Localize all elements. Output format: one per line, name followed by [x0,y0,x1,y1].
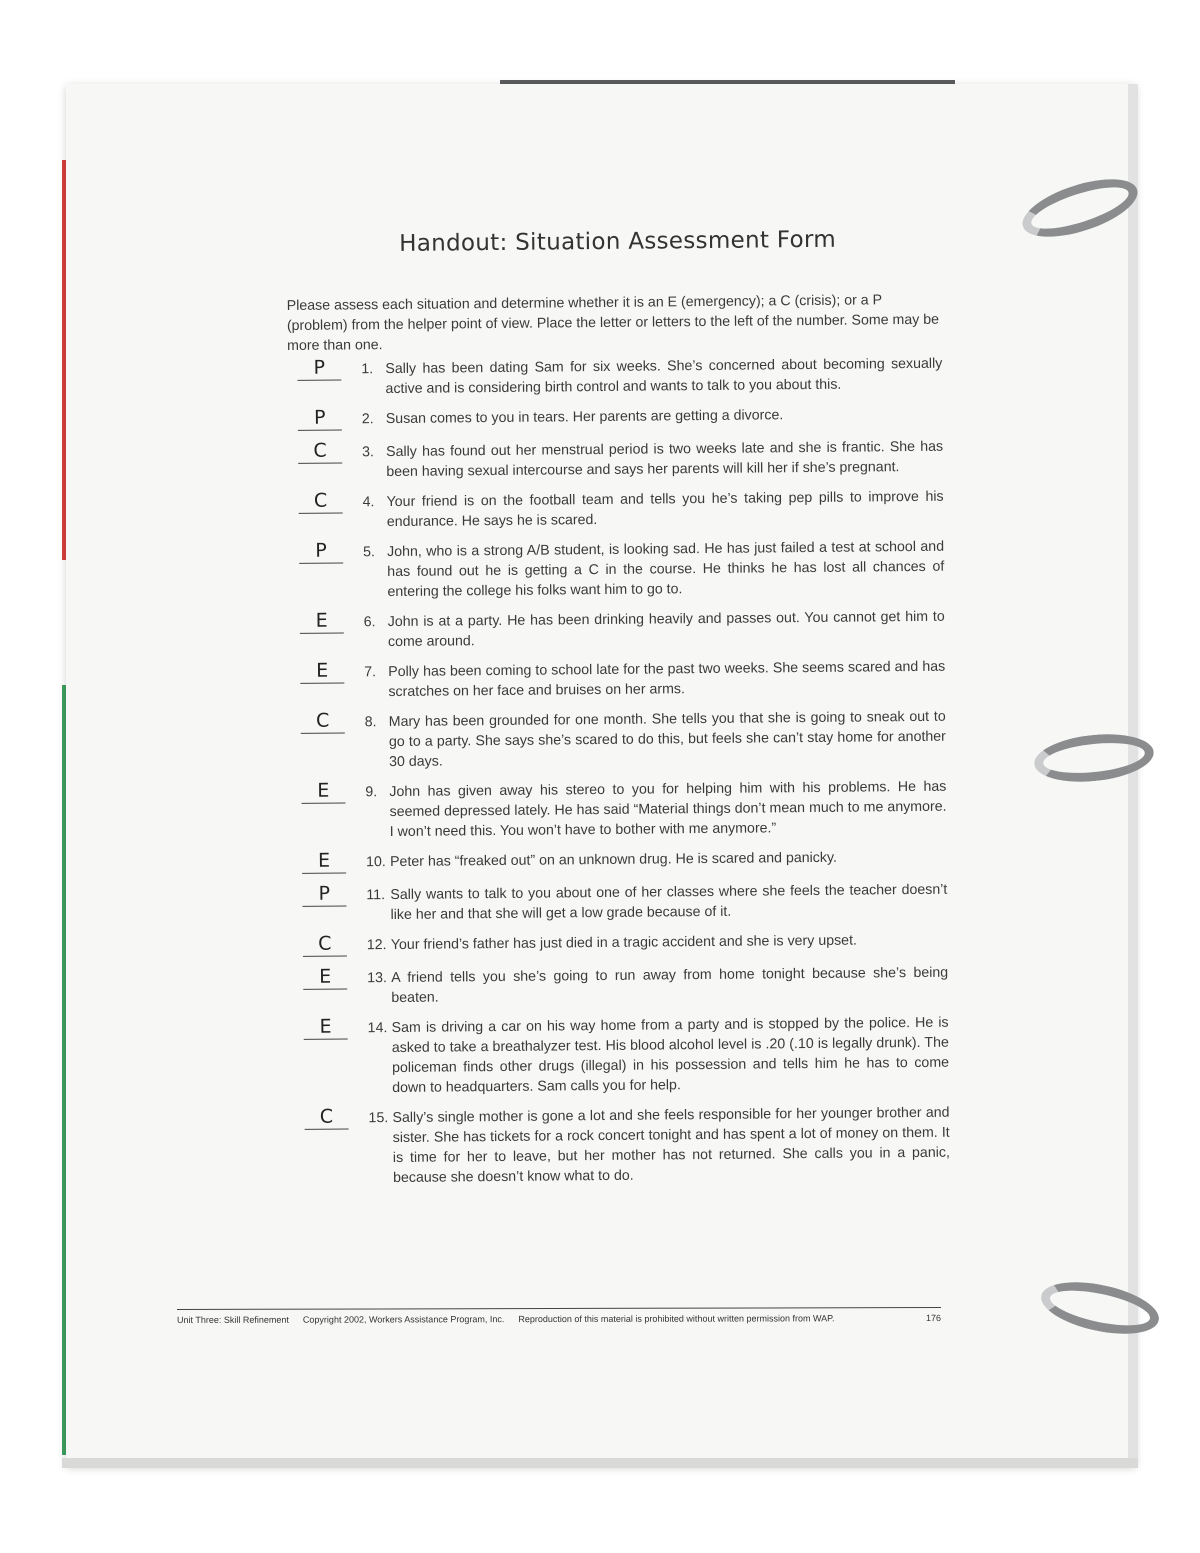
assessment-list [287,354,950,1189]
footer-unit: Unit Three: Skill Refinement [177,1314,289,1325]
item-number: 10. [365,854,386,871]
list-item [289,487,944,533]
situation-text: Mary has been grounded for one month. She tells you that she is going to sneak out to go to a party. She says she’s scared to do this, but feels she can’t stay home for another 30 days. [388,708,946,771]
answer-field[interactable]: C [303,933,347,956]
instructions: Please assess each situation and determine whether it is an E (emergency); a C (crisis); or a P (problem) from the helper point of view. Place the letter or letters to the left of the number. Some may be more than one. [286,292,940,354]
page-footer [177,1307,941,1325]
list-item [292,880,947,926]
item-number: 8. [364,714,377,731]
item-number: 2. [361,411,374,428]
item-number: 13. [367,970,387,987]
page-bottom-edge [62,1458,1138,1468]
list-item [288,437,943,483]
situation-text: John, who is a strong A/B student, is looking sad. He has just failed a test at school and has found out he is getting a C in the course. He thinks he has lost all chances of entering the college his folks want him to go to. [387,538,945,601]
answer-field[interactable]: C [301,710,345,733]
item-number: 12. [366,937,387,954]
situation-text: Your friend is on the football team and tells you he’s taking pep pills to improve his endurance. He says he is scared. [386,488,944,531]
situation-text: John has given away his stereo to you for helping him with his problems. He has seemed depressed lately. He has said “Material things don’t mean much to me anymore. I won’t need this. You won’t have to bother with me anymore.” [389,778,947,841]
item-number: 4. [362,494,375,511]
situation-text: Your friend’s father has just died in a tragic accident and she is very upset. [390,932,858,954]
item-number: 7. [364,664,377,681]
footer-copyright: Copyright 2002, Workers Assistance Program, Inc. [302,1314,505,1325]
situation-text: Sam is driving a car on his way home from a party and is stopped by the police. He is asked to take a breathalyzer test. His blood alcohol level is .20 (.10 is legally drunk). The policeman finds other drugs (illegal) in his possession and tells him he has to come down to headquarters. Sam calls you for help. [391,1014,950,1097]
binder-spine [1128,84,1138,1466]
answer-field[interactable]: P [297,357,341,380]
list-item [293,963,948,1009]
answer-field[interactable]: E [300,610,344,633]
situation-text: Sally has been dating Sam for six weeks. She’s concerned about becoming sexually active and is considering birth control and wants to talk to you about this. [385,355,943,398]
list-item [291,777,947,843]
list-item [292,847,947,876]
situation-text: Peter has “freaked out” on an unknown drug. He is scared and panicky. [389,849,838,871]
item-number: 5. [363,544,375,561]
answer-field[interactable]: E [301,780,345,803]
situation-text: John is at a party. He has been drinking heavily and passes out. You cannot get him to come around. [387,608,945,651]
page-number: 176 [925,1312,942,1324]
answer-field[interactable]: E [303,966,347,989]
item-number: 15. [368,1110,389,1127]
answer-field[interactable]: P [299,540,343,563]
item-number: 6. [363,614,376,631]
situation-text: A friend tells you she’s going to run away from home tonight because she’s being beaten. [391,964,949,1007]
list-item [288,404,943,433]
answer-field[interactable]: P [298,407,342,430]
list-item [291,707,947,773]
answer-field[interactable]: E [302,850,346,873]
answer-field[interactable]: P [302,883,346,906]
list-item [290,607,945,653]
item-number: 11. [366,887,386,904]
answer-field[interactable]: C [298,440,342,463]
list-item [290,657,945,703]
answer-field[interactable]: E [300,660,344,683]
footer-notice: Reproduction of this material is prohibited without written permission from WAP. [518,1313,835,1325]
item-number: 3. [362,444,375,461]
situation-text: Susan comes to you in tears. Her parents are getting a divorce. [385,407,784,428]
item-number: 1. [361,361,374,378]
item-number: 9. [365,784,378,801]
list-item [287,354,942,400]
situation-text: Sally wants to talk to you about one of her classes where she feels the teacher doesn’t like her and that she will get a low grade because of it. [390,881,948,924]
handout-content [286,226,950,1199]
answer-field[interactable]: C [304,1106,348,1129]
list-item [289,537,945,603]
situation-text: Polly has been coming to school late for the past two weeks. She seems scared and has scratches on her face and bruises on her arms. [388,658,946,701]
list-item [294,1013,950,1099]
page-title: Handout: Situation Assessment Form [399,226,837,257]
answer-field[interactable]: C [298,490,342,513]
list-item [293,930,948,959]
answer-field[interactable]: E [304,1016,348,1039]
item-number: 14. [367,1020,388,1037]
situation-text: Sally has found out her menstrual period is two weeks late and she is frantic. She has been having sexual intercourse and says her parents will kill her if she’s pregnant. [386,438,944,481]
list-item [294,1103,950,1189]
situation-text: Sally’s single mother is gone a lot and she feels responsible for her younger brother and sister. She has tickets for a rock concert tonight and has spent a lot of money on them. It is time for her to leave, but her mother has not returned. She calls you in a panic, because she doesn’t know what to do. [392,1104,950,1187]
